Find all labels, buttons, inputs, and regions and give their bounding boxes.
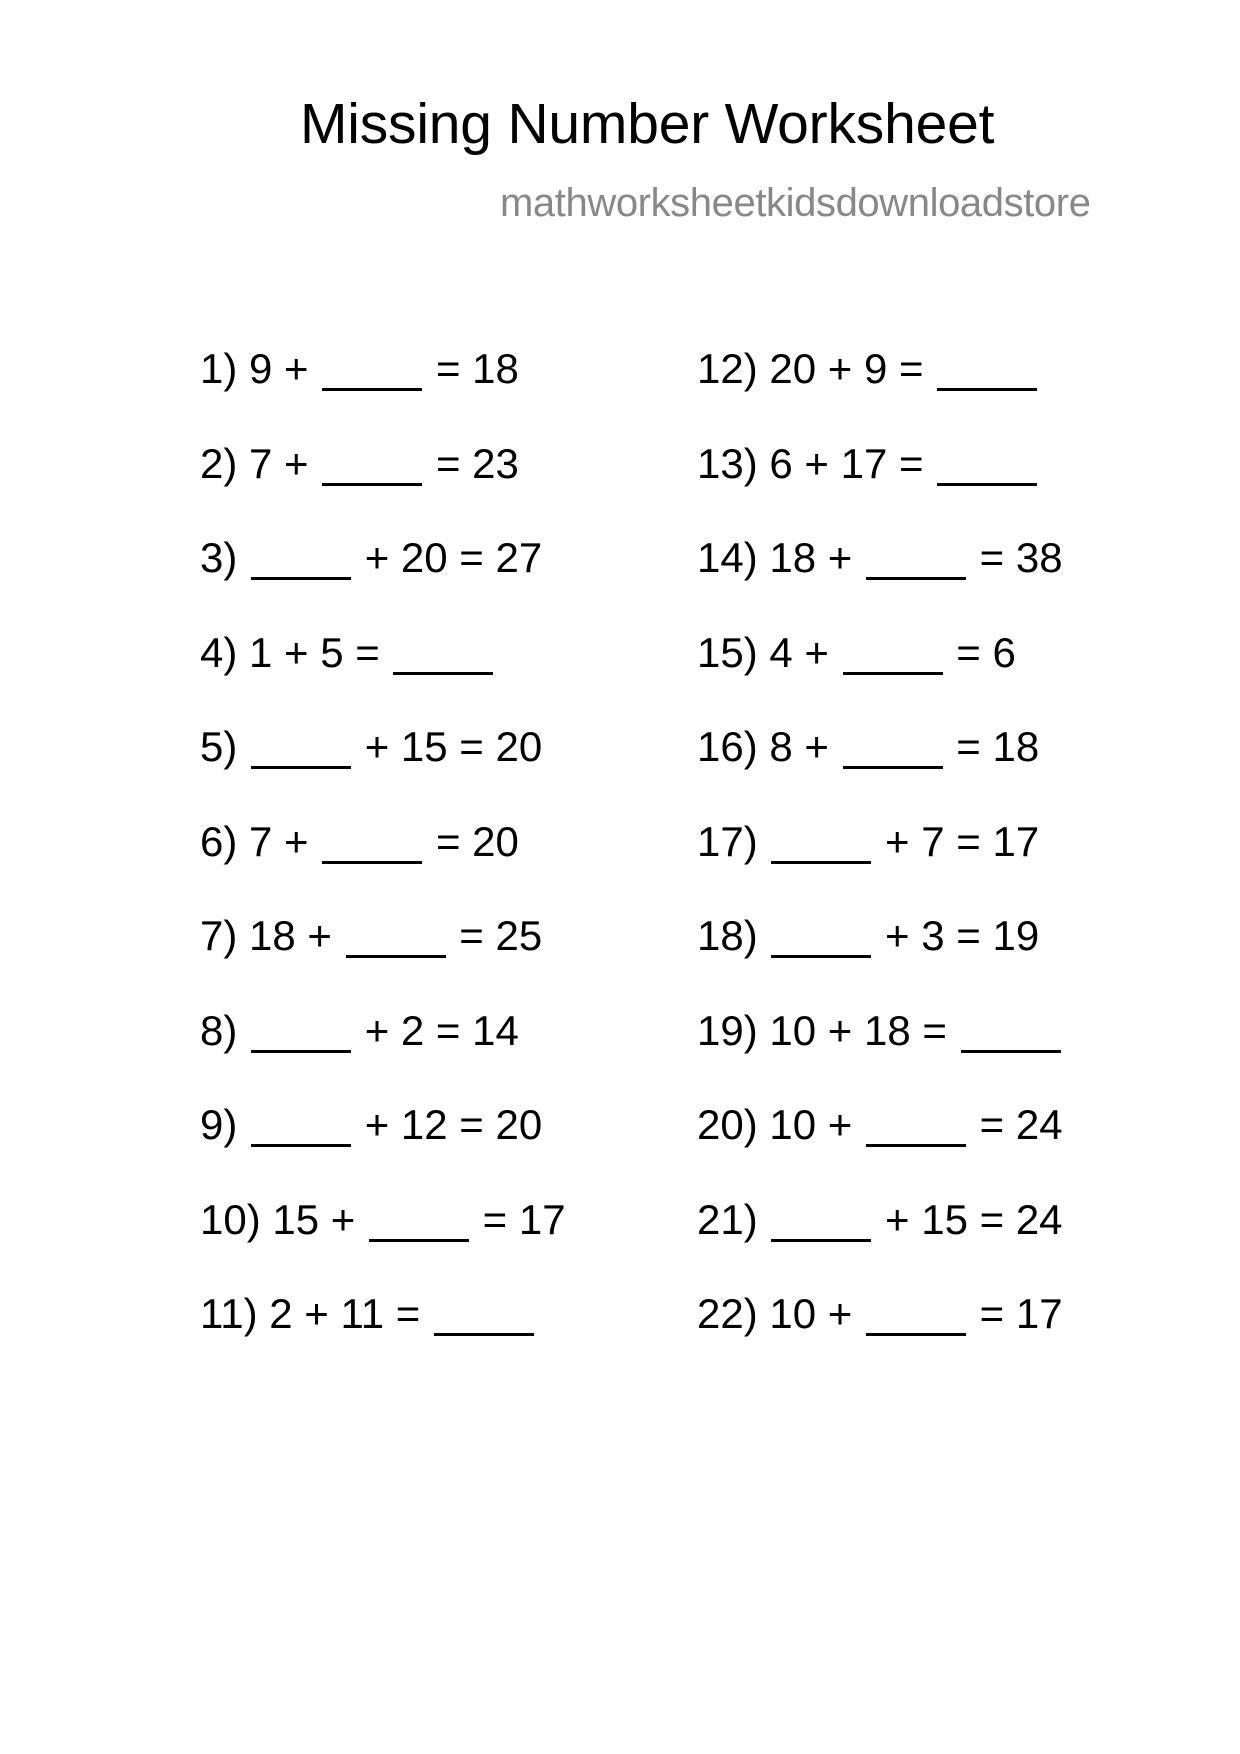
answer-blank[interactable] (961, 1010, 1061, 1053)
problem-item (697, 1195, 1063, 1259)
problem-item (200, 1101, 543, 1164)
equation-text: + 15 = 24 (885, 1195, 1063, 1243)
problem-number: 16) (697, 723, 758, 770)
answer-blank[interactable] (251, 1010, 351, 1053)
problem-number: 5) (200, 723, 238, 770)
problem-number: 13) (697, 439, 758, 487)
equation-text: 15 + (272, 1195, 356, 1243)
equation-text: = 18 (435, 345, 519, 392)
answer-blank[interactable] (771, 915, 871, 958)
problem-item (697, 345, 1039, 408)
problem-item (697, 723, 1040, 786)
equation-text: + 15 = 20 (364, 723, 543, 770)
equation-text: 2 + 11 = (269, 1290, 421, 1337)
problem-number: 22) (697, 1290, 758, 1337)
problem-number: 10) (200, 1195, 261, 1243)
equation-text: 6 + 17 = (769, 439, 924, 487)
answer-blank[interactable] (322, 443, 422, 486)
equation-text: 10 + (769, 1101, 853, 1148)
answer-blank[interactable] (866, 537, 966, 580)
page-subtitle: mathworksheetkidsdownloadstore (500, 181, 1091, 225)
answer-blank[interactable] (322, 821, 422, 864)
problem-item (697, 1006, 1063, 1070)
problem-number: 21) (697, 1195, 758, 1243)
equation-text: = 24 (979, 1101, 1063, 1148)
equation-text: = 38 (979, 534, 1063, 581)
problem-item (200, 1290, 536, 1353)
equation-text: 9 + (249, 345, 309, 392)
answer-blank[interactable] (866, 1293, 966, 1336)
equation-text: + 3 = 19 (885, 912, 1040, 959)
answer-blank[interactable] (346, 915, 446, 958)
problem-number: 12) (697, 345, 758, 392)
answer-blank[interactable] (369, 1199, 469, 1242)
problem-item (697, 628, 1016, 692)
equation-text: 1 + 5 = (249, 628, 380, 676)
problem-item (200, 723, 543, 786)
problem-item (200, 1006, 519, 1070)
problem-item (697, 439, 1039, 503)
equation-text: = 18 (956, 723, 1040, 770)
problem-item (697, 1101, 1063, 1164)
answer-blank[interactable] (937, 348, 1037, 391)
equation-text: = 6 (956, 628, 1016, 676)
problem-number: 14) (697, 534, 758, 581)
problem-item (200, 628, 495, 692)
problem-number: 20) (697, 1101, 758, 1148)
problem-item (697, 534, 1063, 597)
problem-item (200, 534, 543, 597)
answer-blank[interactable] (843, 726, 943, 769)
answer-blank[interactable] (434, 1293, 534, 1336)
problem-item (200, 439, 519, 503)
equation-text: = 17 (482, 1195, 566, 1243)
problem-number: 11) (200, 1290, 258, 1337)
problem-number: 15) (697, 628, 758, 676)
problem-number: 7) (200, 912, 238, 959)
equation-text: 10 + (769, 1290, 853, 1337)
equation-text: 7 + (249, 817, 309, 865)
equation-text: 7 + (249, 439, 309, 487)
equation-text: = 17 (979, 1290, 1063, 1337)
problem-number: 4) (200, 628, 238, 676)
equation-text: + 7 = 17 (885, 817, 1040, 865)
equation-text: = 23 (435, 439, 519, 487)
answer-blank[interactable] (771, 821, 871, 864)
answer-blank[interactable] (393, 632, 493, 675)
answer-blank[interactable] (866, 1104, 966, 1147)
equation-text: 18 + (769, 534, 853, 581)
answer-blank[interactable] (251, 537, 351, 580)
problem-number: 3) (200, 534, 238, 581)
problem-number: 8) (200, 1006, 238, 1054)
equation-text: + 20 = 27 (364, 534, 543, 581)
page-title: Missing Number Worksheet (300, 92, 995, 156)
answer-blank[interactable] (251, 1104, 351, 1147)
problem-item (697, 912, 1040, 975)
answer-blank[interactable] (251, 726, 351, 769)
equation-text: 8 + (769, 723, 829, 770)
equation-text: 10 + 18 = (769, 1006, 947, 1054)
answer-blank[interactable] (937, 443, 1037, 486)
equation-text: = 20 (435, 817, 519, 865)
problem-number: 6) (200, 817, 238, 865)
problem-number: 18) (697, 912, 758, 959)
answer-blank[interactable] (843, 632, 943, 675)
problem-item (697, 1290, 1063, 1353)
problem-item (200, 1195, 566, 1259)
problem-number: 19) (697, 1006, 758, 1054)
problem-number: 9) (200, 1101, 238, 1148)
equation-text: 4 + (769, 628, 829, 676)
problem-item (200, 345, 519, 408)
equation-text: = 25 (459, 912, 543, 959)
problem-item (200, 817, 519, 881)
equation-text: 20 + 9 = (769, 345, 924, 392)
answer-blank[interactable] (771, 1199, 871, 1242)
problem-number: 1) (200, 345, 238, 392)
equation-text: + 12 = 20 (364, 1101, 543, 1148)
problem-item (697, 817, 1040, 881)
equation-text: + 2 = 14 (364, 1006, 519, 1054)
problem-item (200, 912, 543, 975)
equation-text: 18 + (249, 912, 332, 959)
problem-number: 2) (200, 439, 238, 487)
problem-number: 17) (697, 817, 758, 865)
answer-blank[interactable] (322, 348, 422, 391)
